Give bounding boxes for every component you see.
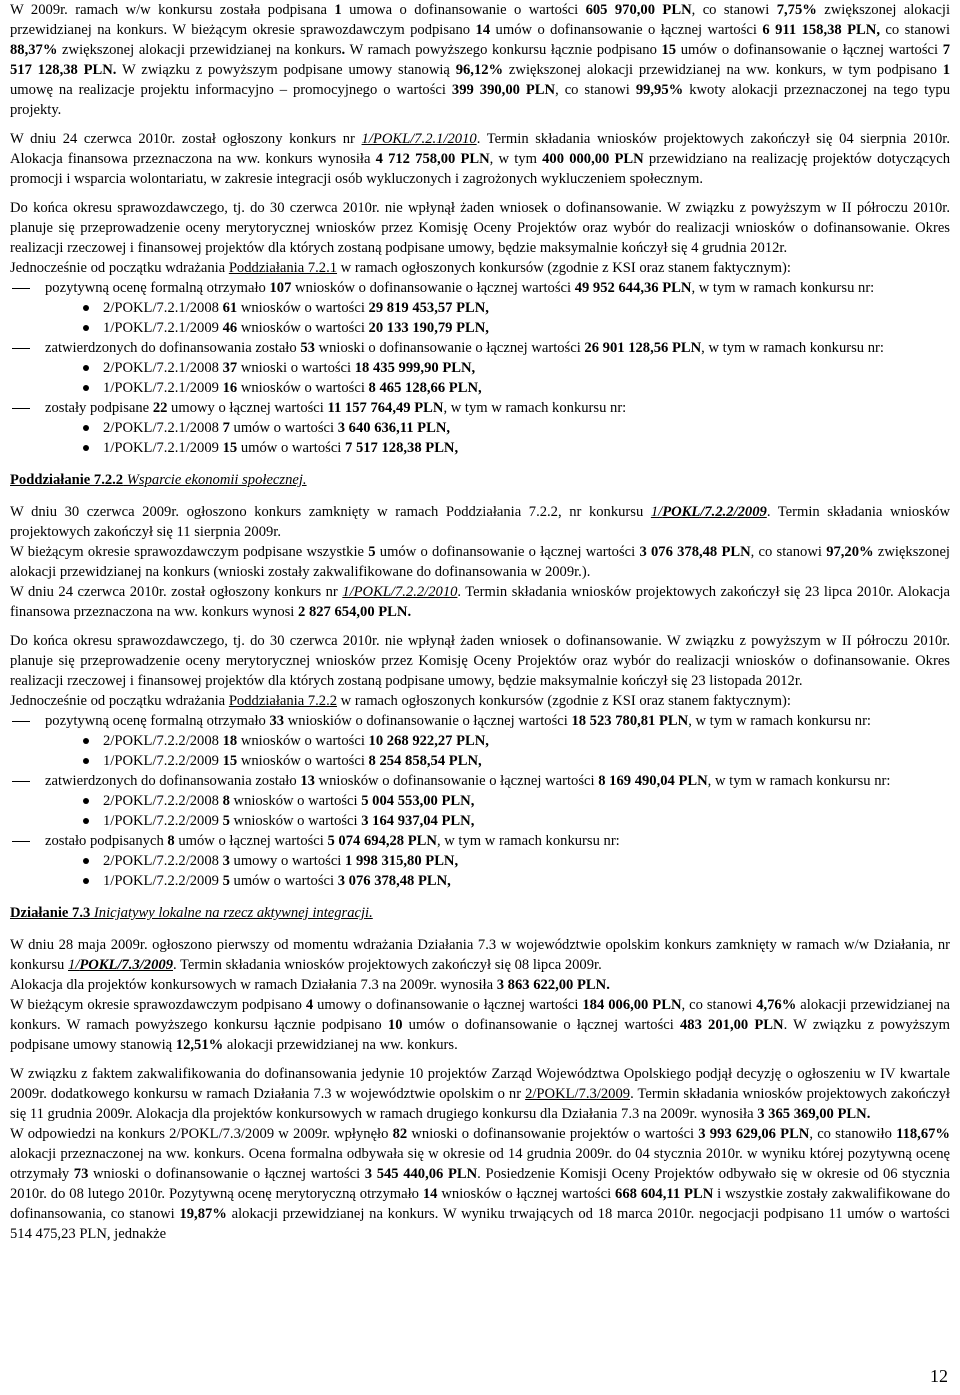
- section-heading-73: Działanie 7.3 Inicjatywy lokalne na rzecz aktywnej integracji.: [10, 905, 373, 921]
- sub-list-item: 1/POKL/7.2.2/2009 5 umów o wartości 3 076 378,48 PLN,: [45, 871, 950, 891]
- sub-list-item: 1/POKL/7.2.2/2009 5 wniosków o wartości 3 164 937,04 PLN,: [45, 811, 950, 831]
- list-722-stats: [10, 711, 950, 891]
- sub-list-item: 1/POKL/7.2.2/2009 15 wniosków o wartości 8 254 858,54 PLN,: [45, 751, 950, 771]
- sub-list-item: 2/POKL/7.2.2/2008 3 umowy o wartości 1 998 315,80 PLN,: [45, 851, 950, 871]
- list-721-stats: [10, 278, 950, 458]
- paragraph-722-status: Do końca okresu sprawozdawczego, tj. do 30 czerwca 2010r. nie wpłynął żaden wniosek o dofinansowanie. W związku z powyższym w II półroczu 2010r. planuje się przeprowadzenie oceny merytorycznej wniosków przez Komisję Oceny Projektów oraz wybór do realizacji wniosków o dofinansowanie. Okres realizacji rzeczowej i finansowej projektów dla których zostaną podpisane umowy, będzie maksymalnie kończył się 23 listopada 2012r.: [10, 633, 950, 689]
- list-item: pozytywną ocenę formalną otrzymało 33 wnioskiów o dofinansowanie o łącznej wartości 18 523 780,81 PLN, w tym w ramach konkursu nr: 2/POKL/7.2.2/2008 18 wniosków o wartości 10 268 922,27 PLN, 1/POKL/7.2.2/2009 15 wniosków o wartości 8 254 858,54 PLN,: [10, 711, 950, 771]
- paragraph-722-intro: Jednocześnie od początku wdrażania Poddziałania 7.2.2 w ramach ogłoszonych konkursów (zgodnie z KSI oraz stanem faktycznym):: [10, 693, 791, 709]
- sub-list-item: 1/POKL/7.2.1/2009 15 umów o wartości 7 517 128,38 PLN,: [45, 438, 950, 458]
- document-page: [10, 0, 950, 1244]
- paragraph-721-intro: Jednocześnie od początku wdrażania Poddziałania 7.2.1 w ramach ogłoszonych konkursów (zgodnie z KSI oraz stanem faktycznym):: [10, 260, 791, 276]
- paragraph-722-signed: W bieżącym okresie sprawozdawczym podpisane wszystkie 5 umów o dofinansowanie o łącznej wartości 3 076 378,48 PLN, co stanowi 97,20% zwiększonej alokacji przewidzianej na konkurs (wnioski zostały zakwalifikowane do dofinansowania w 2009r.).: [10, 544, 950, 580]
- list-item: zostały podpisane 22 umowy o łącznej wartości 11 157 764,49 PLN, w tym w ramach konkursu nr: 2/POKL/7.2.1/2008 7 umów o wartości 3 640 636,11 PLN, 1/POKL/7.2.1/2009 15 umów o wartości 7 517 128,38 PLN,: [10, 398, 950, 458]
- paragraph-721-status: Do końca okresu sprawozdawczego, tj. do 30 czerwca 2010r. nie wpłynął żaden wniosek o dofinansowanie. W związku z powyższym w II półroczu 2010r. planuje się przeprowadzenie oceny merytorycznej wniosków przez Komisję Oceny Projektów oraz wybór do realizacji wniosków o dofinansowanie. Okres realizacji rzeczowej i finansowej projektów dla których zostaną podpisane umowy, będzie maksymalnie kończył się 4 grudnia 2012r.: [10, 200, 950, 256]
- sub-list-item: 1/POKL/7.2.1/2009 46 wniosków o wartości 20 133 190,79 PLN,: [45, 318, 950, 338]
- list-item: zatwierdzonych do dofinansowania zostało 53 wnioski o dofinansowanie o łącznej wartości 26 901 128,56 PLN, w tym w ramach konkursu nr: 2/POKL/7.2.1/2008 37 wnioski o wartości 18 435 999,90 PLN, 1/POKL/7.2.1/2009 16 wniosków o wartości 8 465 128,66 PLN,: [10, 338, 950, 398]
- sub-list: [45, 731, 950, 771]
- paragraph-722-contest-2009: W dniu 30 czerwca 2009r. ogłoszono konkurs zamknięty w ramach Poddziałania 7.2.2, nr konkursu 1/POKL/7.2.2/2009. Termin składania wniosków projektowych zakończył się 11 sierpnia 2009r.: [10, 504, 950, 540]
- paragraph-73-allocation: Alokacja dla projektów konkursowych w ramach Działania 7.3 na 2009r. wynosiła 3 863 622,00 PLN.: [10, 977, 610, 993]
- sub-list-item: 2/POKL/7.2.2/2008 8 wniosków o wartości 5 004 553,00 PLN,: [45, 791, 950, 811]
- paragraph-73-signed: W bieżącym okresie sprawozdawczym podpisano 4 umowy o dofinansowanie o łącznej wartości 184 006,00 PLN, co stanowi 4,76% alokacji przewidzianej na konkurs. W ramach powyższego konkursu łącznie podpisano 10 umów o dofinansowanie o łącznej wartości 483 201,00 PLN. W związku z powyższym podpisane umowy stanowią 12,51% alokacji przewidzianej na ww. konkurs.: [10, 997, 950, 1053]
- sub-list: [45, 791, 950, 831]
- paragraph-73-additional-contest: W związku z faktem zakwalifikowania do dofinansowania jedynie 10 projektów Zarząd Województwa Opolskiego podjął decyzję o ogłoszeniu w IV kwartale 2009r. dodatkowego konkursu w ramach Działania 7.3 w województwie opolskim o nr 2/POKL/7.3/2009. Termin składania wniosków projektowych zakończył się 11 grudnia 2009r. Alokacja dla projektów konkursowych w ramach drugiego konkursu dla Działania 7.3 na 2009r. wynosiła 3 365 369,00 PLN.: [10, 1066, 950, 1122]
- sub-list: [45, 298, 950, 338]
- sub-list-item: 2/POKL/7.2.1/2008 61 wniosków o wartości 29 819 453,57 PLN,: [45, 298, 950, 318]
- paragraph-73-contest-2009: W dniu 28 maja 2009r. ogłoszono pierwszy od momentu wdrażania Działania 7.3 w województwie opolskim konkurs zamknięty w ramach w/w Działania, nr konkursu 1/POKL/7.3/2009. Termin składania wniosków projektowych zakończył się 08 lipca 2009r.: [10, 937, 950, 973]
- sub-list: [45, 358, 950, 398]
- sub-list: [45, 851, 950, 891]
- paragraph-73-results: W odpowiedzi na konkurs 2/POKL/7.3/2009 w 2009r. wpłynęło 82 wnioski o dofinansowanie projektów o wartości 3 993 629,06 PLN, co stanowiło 118,67% alokacji przeznaczonej na ww. konkurs. Ocena formalna odbywała się w okresie od 14 grudnia 2009r. do 04 stycznia 2010r. w wyniku której pozytywną ocenę otrzymały 73 wnioski o dofinansowanie o łącznej wartości 3 545 440,06 PLN. Posiedzenie Komisji Oceny Projektów odbywało się w okresie od 06 stycznia 2010r. do 08 lutego 2010r. Pozytywną ocenę merytoryczną otrzymało 14 wniosków o łącznej wartości 668 604,11 PLN i wszystkie zostały zakwalifikowane do dofinansowania, co stanowi 19,87% alokacji przewidzianej na konkurs. W wyniku trwających od 18 marca 2010r. negocjacji podpisano 11 umów o wartości 514 475,23 PLN, jednakże: [10, 1126, 951, 1242]
- paragraph-721-summary: W 2009r. ramach w/w konkursu została podpisana 1 umowa o dofinansowanie o wartości 605 970,00 PLN, co stanowi 7,75% zwiększonej alokacji przewidzianej na konkurs. W bieżącym okresie sprawozdawczym podpisano 14 umów o dofinansowanie o łącznej wartości 6 911 158,38 PLN, co stanowi 88,37% zwiększonej alokacji przewidzianej na konkurs. W ramach powyższego konkursu łącznie podpisano 15 umów o dofinansowanie o łącznej wartości 7 517 128,38 PLN. W związku z powyższym podpisane umowy stanowią 96,12% zwiększonej alokacji przewidzianej na ww. konkurs, w tym podpisano 1 umowę na realizacje projektu informacyjno – promocyjnego o wartości 399 390,00 PLN, co stanowi 99,95% kwoty alokacji przeznaczonej na tego typu projekty.: [10, 2, 951, 118]
- sub-list-item: 1/POKL/7.2.1/2009 16 wniosków o wartości 8 465 128,66 PLN,: [45, 378, 950, 398]
- sub-list-item: 2/POKL/7.2.1/2008 7 umów o wartości 3 640 636,11 PLN,: [45, 418, 950, 438]
- sub-list-item: 2/POKL/7.2.2/2008 18 wniosków o wartości 10 268 922,27 PLN,: [45, 731, 950, 751]
- list-item: pozytywną ocenę formalną otrzymało 107 wniosków o dofinansowanie o łącznej wartości 49 952 644,36 PLN, w tym w ramach konkursu nr: 2/POKL/7.2.1/2008 61 wniosków o wartości 29 819 453,57 PLN, 1/POKL/7.2.1/2009 46 wniosków o wartości 20 133 190,79 PLN,: [10, 278, 950, 338]
- section-heading-722: Poddziałanie 7.2.2 Wsparcie ekonomii społecznej.: [10, 472, 307, 488]
- paragraph-722-contest-2010: W dniu 24 czerwca 2010r. został ogłoszony konkurs nr 1/POKL/7.2.2/2010. Termin składania wniosków projektowych zakończył się 23 lipca 2010r. Alokacja finansowa przeznaczona na ww. konkurs wynosi 2 827 654,00 PLN.: [10, 584, 950, 620]
- list-item: zatwierdzonych do dofinansowania zostało 13 wniosków o dofinansowanie o łącznej wartości 8 169 490,04 PLN, w tym w ramach konkursu nr: 2/POKL/7.2.2/2008 8 wniosków o wartości 5 004 553,00 PLN, 1/POKL/7.2.2/2009 5 wniosków o wartości 3 164 937,04 PLN,: [10, 771, 950, 831]
- page-number: 12: [930, 1366, 948, 1386]
- sub-list: [45, 418, 950, 458]
- paragraph-721-2010-contest: W dniu 24 czerwca 2010r. został ogłoszony konkurs nr 1/POKL/7.2.1/2010. Termin składania wniosków projektowych zakończył się 04 sierpnia 2010r. Alokacja finansowa przeznaczona na ww. konkurs wynosiła 4 712 758,00 PLN, w tym 400 000,00 PLN przewidziano na realizację projektów dotyczących promocji i wsparcia wolontariatu, w zakresie integracji osób wykluczonych i zagrożonych wykluczeniem społecznym.: [10, 131, 951, 187]
- sub-list-item: 2/POKL/7.2.1/2008 37 wnioski o wartości 18 435 999,90 PLN,: [45, 358, 950, 378]
- list-item: zostało podpisanych 8 umów o łącznej wartości 5 074 694,28 PLN, w tym w ramach konkursu nr: 2/POKL/7.2.2/2008 3 umowy o wartości 1 998 315,80 PLN, 1/POKL/7.2.2/2009 5 umów o wartości 3 076 378,48 PLN,: [10, 831, 950, 891]
